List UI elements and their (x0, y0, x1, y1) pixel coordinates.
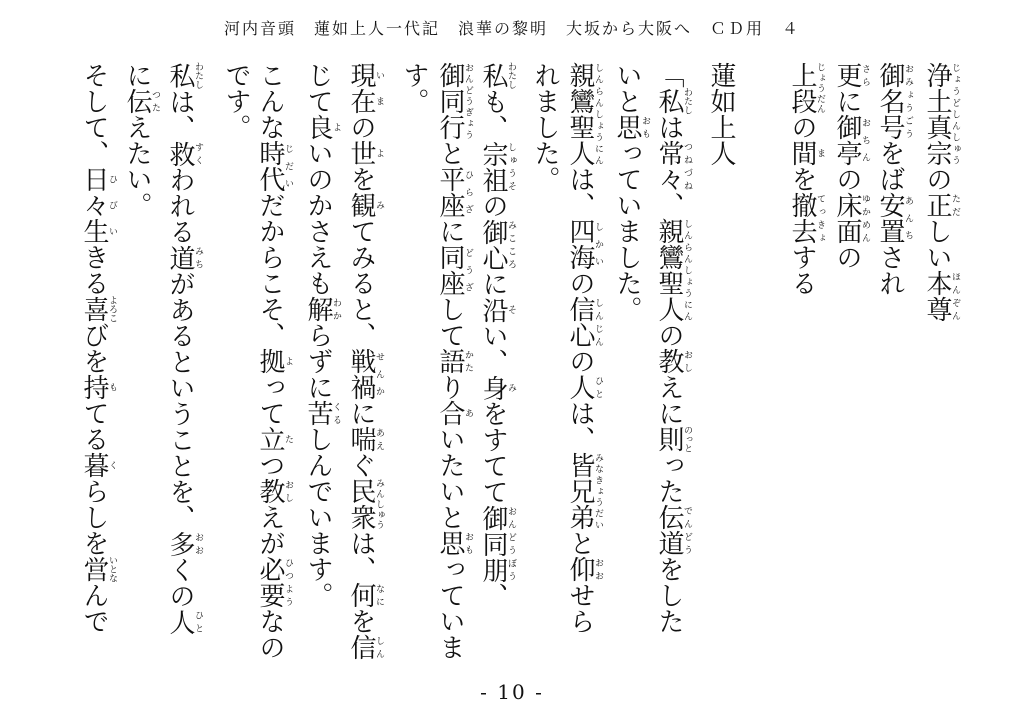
ruby-base: 御同朋 (478, 504, 508, 583)
ruby-base: 撤去 (787, 192, 817, 244)
ruby-word (435, 244, 473, 296)
ruby-word (165, 62, 203, 89)
ruby-word (255, 348, 293, 374)
text-segment: に (122, 62, 152, 88)
text-segment: は、 (565, 166, 595, 218)
ruby-word (346, 62, 384, 114)
ruby-reading: あ (463, 400, 473, 426)
ruby-reading: ま (815, 140, 825, 166)
text-segment: に (832, 88, 862, 114)
text-segment: い、 (478, 322, 508, 375)
text-segment: の (832, 244, 862, 270)
text-column (565, 62, 603, 682)
text-segment: らしを (79, 478, 109, 556)
text-segment: す。 (399, 62, 429, 114)
ruby-word (478, 218, 516, 271)
ruby-word (832, 114, 870, 166)
text-segment: と (435, 140, 465, 166)
text-segment: をすてて (478, 400, 508, 505)
ruby-base: 持 (79, 374, 109, 400)
ruby-reading: ひと (193, 608, 203, 635)
text-segment: ぐ (346, 452, 376, 478)
ruby-word (435, 400, 473, 426)
ruby-reading: ゆかめん (860, 192, 870, 244)
text-segment: を (346, 166, 376, 192)
ruby-word (303, 400, 341, 426)
ruby-base: 語 (435, 348, 465, 374)
ruby-word (787, 192, 825, 244)
ruby-word (165, 608, 203, 635)
ruby-reading: わたし (506, 62, 516, 89)
ruby-reading: よ (283, 348, 293, 374)
ruby-base: 教 (255, 478, 285, 504)
text-column (530, 62, 560, 682)
ruby-word (654, 504, 692, 556)
text-column (346, 62, 384, 682)
ruby-word (346, 140, 384, 166)
ruby-reading: そ (506, 296, 516, 323)
ruby-reading: みなきょうだい (593, 452, 603, 530)
ruby-base: 必要 (255, 556, 285, 608)
ruby-reading: さら (860, 62, 870, 88)
ruby-base: 思 (435, 530, 465, 556)
ruby-base: 床面 (832, 192, 862, 244)
ruby-base: 暮 (79, 452, 109, 478)
ruby-base: 仰 (565, 556, 595, 582)
ruby-reading: てっきょ (815, 192, 825, 244)
ruby-base: 何 (346, 582, 376, 608)
text-segment: いのかさえも (303, 140, 333, 296)
ruby-base: 浄土真宗 (922, 62, 952, 166)
ruby-base: 人 (165, 608, 195, 635)
text-segment: に (435, 218, 465, 244)
ruby-word (478, 374, 516, 401)
ruby-reading: おも (463, 530, 473, 556)
ruby-reading: のっと (682, 425, 692, 453)
ruby-word (832, 62, 870, 88)
ruby-reading: おお (593, 556, 603, 582)
text-column (654, 62, 692, 682)
ruby-word (565, 556, 603, 582)
ruby-base: 御名号 (875, 62, 905, 140)
ruby-word (478, 140, 516, 193)
ruby-base: 立 (255, 426, 285, 452)
text-segment: えに (654, 374, 684, 426)
ruby-base: 私 (165, 62, 195, 89)
text-segment: して (435, 296, 465, 348)
text-column (478, 62, 516, 682)
ruby-word (565, 62, 603, 166)
ruby-reading: おちん (860, 114, 870, 166)
text-column (612, 62, 650, 682)
text-segment: に (478, 270, 508, 297)
ruby-reading: じょうどしんしゅう (950, 62, 960, 166)
ruby-word (478, 62, 516, 89)
text-segment: らずに (303, 322, 333, 400)
ruby-base: 御同行 (435, 62, 465, 140)
ruby-base: 信心 (565, 296, 595, 348)
ruby-word (346, 634, 384, 660)
text-segment: があるということを、 (165, 270, 195, 531)
ruby-word (255, 478, 293, 504)
ruby-word (435, 530, 473, 556)
ruby-word (303, 296, 341, 322)
ruby-reading: ひらざ (463, 166, 473, 218)
text-segment: をした (654, 556, 684, 634)
ruby-word (79, 452, 117, 478)
ruby-reading: しん (374, 634, 384, 660)
ruby-base: 親鸞聖人 (565, 62, 595, 166)
text-segment: 、 (478, 582, 508, 609)
ruby-reading: しかい (593, 218, 603, 270)
ruby-word (787, 62, 825, 114)
ruby-reading: じだい (283, 140, 293, 192)
ruby-word (654, 218, 692, 322)
ruby-base: 伝 (122, 88, 152, 114)
ruby-word (255, 140, 293, 192)
ruby-reading: い (107, 218, 117, 244)
ruby-base: 四海 (565, 218, 595, 270)
ruby-reading: みこころ (506, 218, 516, 271)
ruby-reading: みち (193, 244, 203, 271)
text-segment: をば (875, 140, 905, 192)
ruby-reading: しゅうそ (506, 140, 516, 193)
ruby-reading: なに (374, 582, 384, 608)
text-segment: は、 (565, 400, 595, 452)
ruby-word (122, 88, 160, 114)
ruby-word (435, 62, 473, 140)
ruby-base: 皆兄弟 (565, 452, 595, 530)
ruby-reading: しんらんしょうにん (593, 62, 603, 166)
ruby-base: 多 (165, 530, 195, 557)
ruby-word (832, 192, 870, 244)
ruby-reading: よ (374, 140, 384, 166)
text-segment: てみると、 (346, 218, 376, 348)
ruby-base: 喜 (79, 295, 109, 323)
ruby-base: 本尊 (922, 270, 952, 322)
text-segment: いたいと (435, 426, 465, 530)
text-segment: いと (612, 62, 642, 114)
text-column (922, 62, 960, 682)
text-segment: も、 (478, 88, 508, 141)
ruby-word (79, 166, 117, 218)
ruby-base: 思 (612, 114, 642, 140)
text-segment: 「 (654, 62, 684, 88)
ruby-reading: く (107, 452, 117, 478)
page-number: - 10 - (480, 680, 544, 704)
ruby-reading: どうざ (463, 244, 473, 296)
text-segment: です。 (221, 62, 251, 140)
ruby-word (255, 556, 293, 608)
ruby-base: 解 (303, 296, 333, 322)
text-segment: びを (79, 322, 109, 374)
ruby-word (654, 425, 692, 453)
ruby-word (435, 348, 473, 374)
text-column (435, 62, 473, 682)
text-segment: だからこそ、 (255, 192, 285, 348)
ruby-word (875, 192, 913, 244)
text-segment: しい (922, 218, 952, 270)
ruby-reading: かた (463, 348, 473, 374)
ruby-word (165, 530, 203, 557)
ruby-reading: み (374, 192, 384, 218)
ruby-reading: しんじん (593, 296, 603, 348)
ruby-base: 私 (654, 87, 684, 115)
text-segment: せら (565, 582, 595, 634)
text-segment: んで (79, 582, 109, 634)
ruby-word (654, 348, 692, 374)
ruby-base: 人 (565, 374, 595, 400)
ruby-base: 営 (79, 555, 109, 583)
ruby-word (565, 296, 603, 348)
ruby-reading: よろこ (107, 295, 117, 323)
text-segment: しんでいます。 (303, 426, 333, 608)
ruby-reading: つねづね (682, 140, 692, 192)
ruby-base: 時代 (255, 140, 285, 192)
text-segment: に (346, 400, 376, 426)
ruby-reading: おんどうぼう (506, 504, 516, 583)
ruby-base: 常々 (654, 140, 684, 192)
ruby-reading: くる (331, 400, 341, 426)
ruby-word (875, 62, 913, 140)
ruby-word (922, 270, 960, 322)
ruby-word (303, 114, 341, 140)
text-segment: する (787, 244, 817, 296)
ruby-reading: おみょうごう (903, 62, 913, 140)
ruby-base: 救 (165, 140, 195, 167)
ruby-reading: つた (150, 88, 160, 114)
text-segment: の (654, 322, 684, 348)
text-column (399, 62, 429, 682)
ruby-word (79, 374, 117, 400)
text-segment: の (787, 114, 817, 140)
text-segment: の (565, 348, 595, 374)
ruby-word (478, 504, 516, 583)
ruby-word (565, 374, 603, 400)
text-segment: は (654, 114, 684, 140)
text-segment: てる (79, 400, 109, 452)
ruby-reading: あえ (374, 426, 384, 452)
text-segment: われる (165, 166, 195, 245)
text-segment: 、 (654, 192, 684, 218)
text-column (875, 62, 913, 682)
ruby-reading: ひび (107, 166, 117, 218)
ruby-reading: よ (331, 114, 341, 140)
ruby-reading: すく (193, 140, 203, 167)
text-column (303, 62, 341, 682)
ruby-base: 則 (654, 425, 684, 453)
ruby-word (612, 114, 650, 140)
text-segment: って (255, 374, 285, 426)
ruby-word (346, 348, 384, 400)
text-segment: った (654, 452, 684, 504)
ruby-base: 信 (346, 634, 376, 660)
text-segment: の (478, 192, 508, 219)
ruby-word (346, 582, 384, 608)
ruby-base: 合 (435, 400, 465, 426)
ruby-word (165, 140, 203, 167)
ruby-word (922, 192, 960, 218)
text-segment: つ (255, 452, 285, 478)
text-segment: され (875, 244, 905, 296)
ruby-reading: ただ (950, 192, 960, 218)
ruby-word (165, 244, 203, 271)
ruby-reading: わたし (193, 62, 203, 89)
ruby-base: 喘 (346, 426, 376, 452)
ruby-base: 御亭 (832, 114, 862, 166)
ruby-reading: おも (640, 114, 650, 140)
ruby-word (79, 295, 117, 323)
ruby-base: 戦禍 (346, 348, 376, 400)
ruby-word (565, 452, 603, 530)
ruby-reading: せんか (374, 348, 384, 400)
ruby-word (787, 140, 825, 166)
ruby-reading: も (107, 374, 117, 400)
ruby-base: 沿 (478, 296, 508, 323)
ruby-word (79, 218, 117, 244)
ruby-base: 間 (787, 140, 817, 166)
ruby-word (346, 426, 384, 452)
ruby-reading: おし (682, 348, 692, 374)
text-segment: は、 (346, 530, 376, 582)
ruby-reading: しんらんしょうにん (682, 218, 692, 322)
ruby-reading: みんしゅう (374, 478, 384, 530)
text-segment: を (346, 608, 376, 634)
ruby-base: 正 (922, 192, 952, 218)
text-segment: の (565, 270, 595, 296)
text-column (255, 62, 293, 682)
text-segment: えたい。 (122, 114, 152, 218)
ruby-base: 日々 (79, 166, 109, 218)
text-segment: くの (165, 556, 195, 609)
ruby-reading: ほんぞん (950, 270, 960, 322)
ruby-word (255, 426, 293, 452)
ruby-reading: いとな (107, 555, 117, 583)
ruby-word (654, 140, 692, 192)
text-segment: の (832, 166, 862, 192)
ruby-base: 観 (346, 192, 376, 218)
ruby-base: 更 (832, 62, 862, 88)
text-segment: り (435, 374, 465, 400)
text-segment: は、 (165, 88, 195, 141)
text-segment: れました。 (530, 62, 560, 192)
text-segment: の (346, 114, 376, 140)
ruby-base: 私 (478, 62, 508, 89)
ruby-base: 御心 (478, 218, 508, 271)
text-segment: じて (303, 62, 333, 114)
ruby-base: 教 (654, 348, 684, 374)
ruby-base: 平座 (435, 166, 465, 218)
ruby-reading: ひつよう (283, 556, 293, 608)
ruby-base: 伝道 (654, 504, 684, 556)
ruby-reading: でんどう (682, 504, 692, 556)
text-segment: 蓮如上人 (706, 62, 736, 166)
ruby-word (654, 87, 692, 115)
ruby-reading: おお (193, 530, 203, 557)
ruby-reading: わか (331, 296, 341, 322)
text-column (79, 62, 117, 682)
ruby-base: 道 (165, 244, 195, 271)
text-column (832, 62, 870, 682)
text-segment: っていま (435, 556, 465, 660)
ruby-word (346, 478, 384, 530)
ruby-base: 現在 (346, 62, 376, 114)
text-column (706, 62, 736, 682)
ruby-base: 身 (478, 374, 508, 401)
text-segment: こんな (255, 62, 285, 140)
ruby-base: 拠 (255, 348, 285, 374)
ruby-base: 民衆 (346, 478, 376, 530)
ruby-reading: あんち (903, 192, 913, 244)
text-column (165, 62, 203, 682)
ruby-word (922, 62, 960, 166)
ruby-reading: ひと (593, 374, 603, 400)
ruby-word (79, 555, 117, 583)
text-segment: えが (255, 504, 285, 556)
ruby-reading: じょうだん (815, 62, 825, 114)
ruby-word (435, 166, 473, 218)
text-column (221, 62, 251, 682)
text-segment: なの (255, 608, 285, 660)
ruby-reading: おし (283, 478, 293, 504)
text-segment: そして、 (79, 62, 109, 166)
text-segment: っていました。 (612, 140, 642, 322)
page-header: 河内音頭 蓮如上人一代記 浪華の黎明 大坂から大阪へ ＣＤ用 ４ (223, 19, 800, 38)
ruby-base: 親鸞聖人 (654, 218, 684, 322)
ruby-base: 安置 (875, 192, 905, 244)
ruby-base: 宗祖 (478, 140, 508, 193)
ruby-base: 世 (346, 140, 376, 166)
ruby-base: 良 (303, 114, 333, 140)
text-column (787, 62, 825, 682)
ruby-base: 苦 (303, 400, 333, 426)
ruby-base: 上段 (787, 62, 817, 114)
text-segment: きる (79, 244, 109, 296)
ruby-word (346, 192, 384, 218)
ruby-reading: いま (374, 62, 384, 114)
ruby-reading: おんどうぎょう (463, 62, 473, 140)
text-column (122, 62, 160, 682)
ruby-reading: み (506, 374, 516, 401)
text-segment: と (565, 530, 595, 556)
ruby-base: 生 (79, 218, 109, 244)
ruby-word (565, 218, 603, 270)
text-segment: を (787, 166, 817, 192)
text-segment: の (922, 166, 952, 192)
ruby-reading: わたし (682, 87, 692, 115)
ruby-word (478, 296, 516, 323)
ruby-reading: た (283, 426, 293, 452)
ruby-base: 同座 (435, 244, 465, 296)
